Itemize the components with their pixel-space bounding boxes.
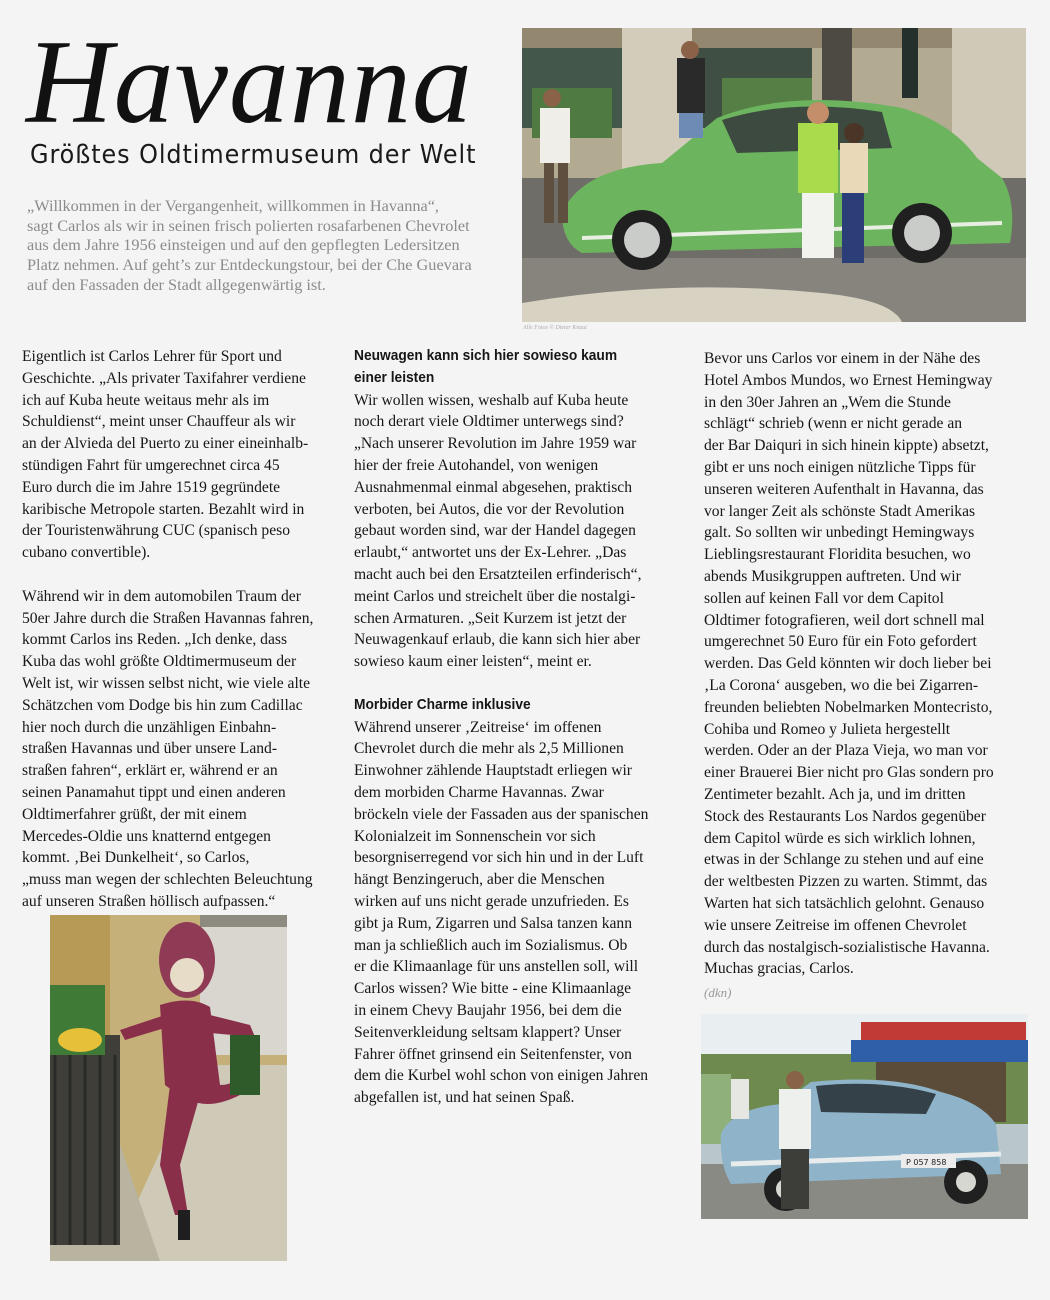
text-line: Seitenverkleidung seltsam klappert? Unser [354, 1023, 622, 1041]
text-line: gibt er uns noch einigen nützliche Tipps für [704, 458, 976, 476]
text-line: seinen Panamahut tippt und einen anderen [22, 783, 286, 801]
text-line: Eigentlich ist Carlos Lehrer für Sport und [22, 348, 282, 365]
text-line: straßen fahren“, erklärt er, während er an [22, 762, 278, 780]
text-line: Einwohner zählende Hauptstadt erliegen wir [354, 762, 632, 780]
text-line: Lieblingsrestaurant Floridita besuchen, wo [704, 546, 971, 564]
text-line: Warten hat sich tatsächlich gelohnt. Genauso [704, 894, 985, 912]
article-column-2 [354, 346, 672, 1109]
text-line: Cohiba und Romeo y Julieta hergestellt [704, 720, 951, 738]
text-line: Hotel Ambos Mundos, wo Ernest Hemingway [704, 371, 993, 389]
text-line: Während wir in dem automobilen Traum der [22, 587, 301, 605]
text-line: ich auf Kuba heute weitaus mehr als im [22, 391, 270, 409]
text-line: sowieso kaum einer leisten“, meint er. [354, 653, 592, 671]
article-column-3 [704, 348, 1022, 1004]
text-line: kommt Carlos ins Reden. „Ich denke, dass [22, 631, 288, 649]
text-line: Geschichte. „Als privater Taxifahrer verdiene [22, 369, 306, 387]
text-line: schen Armaturen. „Seit Kurzem ist jetzt der [354, 609, 627, 627]
lead-line: Platz nehmen. Auf geht’s zur Entdeckungstour, bei der Che Guevara [27, 255, 472, 275]
text-line: Euro durch die im Jahre 1519 gegründete [22, 478, 281, 496]
paragraph [354, 717, 672, 1109]
text-line: Oldtimer fotografieren, weil dort schnell mal [704, 611, 985, 629]
text-line: Während unserer ‚Zeitreise‘ im offenen [354, 718, 602, 736]
text-line: abgefallen ist, und hat seinen Spaß. [354, 1089, 575, 1107]
text-line: er die Klimaanlage für uns anstellen soll, will [354, 958, 639, 976]
text-line: straßen Havannas und über unsere Land- [22, 740, 278, 758]
text-line: in den 30er Jahren an „Wem die Stunde [704, 393, 951, 411]
text-line: ‚La Corona‘ ausgeben, wo die bei Zigarren- [704, 676, 979, 694]
text-line: man ja schließlich auch im Sozialismus. Ob [354, 936, 628, 954]
text-line: stündigen Fahrt für umgerechnet circa 45 [22, 456, 280, 474]
lead-line: auf den Fassaden der Stadt allgegenwärtig ist. [27, 274, 326, 294]
article-column-1 [22, 346, 340, 913]
text-line: hier der freie Autohandel, von wenigen [354, 456, 599, 474]
section-heading: Neuwagen kann sich hier sowieso kaum [354, 348, 618, 364]
text-line: verboten, bei Autos, die vor der Revolution [354, 500, 625, 518]
text-line: galt. So sollten wir unbedingt Hemingways [704, 524, 975, 542]
text-line: noch derart viele Oldtimer unterwegs sind? [354, 413, 624, 431]
text-line: abends Musikgruppen auftreten. Und wir [704, 567, 961, 585]
text-line: einer Brauerei Bier nicht pro Glas sondern pro [704, 764, 994, 782]
text-line: 50er Jahre durch die Straßen Havannas fahren, [22, 609, 314, 627]
text-line: der Touristenwährung CUC (spanisch peso [22, 522, 291, 540]
photo-credit: Alle Fotos © Dieter Knaut [523, 325, 587, 331]
green-vintage-car-photo [522, 28, 1026, 322]
paragraph [354, 390, 672, 673]
text-line: Zentimeter bezahlt. Ach ja, und im dritten [704, 785, 966, 803]
paragraph [22, 346, 340, 564]
text-line: werden. Oder an der Plaza Vieja, wo man vor [704, 742, 988, 760]
lead-line: aus dem Jahre 1956 einsteigen und auf den gepflegten Ledersitzen [27, 235, 460, 255]
text-line: Chevrolet durch die mehr als 2,5 Millionen [354, 740, 624, 758]
text-line: Kuba das wohl größte Oldtimermuseum der [22, 653, 297, 671]
text-line: der weltbesten Pizzen zu warten. Stimmt, das [704, 873, 988, 891]
text-line: dem morbiden Charme Havannas. Zwar [354, 783, 604, 801]
text-line: Kolonialzeit im Sonnenschein vor sich [354, 827, 596, 845]
text-line: umgerechnet 50 Euro für ein Foto gefordert [704, 633, 977, 651]
text-line: unseren weiteren Aufenthalt in Havanna, das [704, 480, 984, 498]
text-line: wirken auf uns nicht gerade unzufrieden. Es [354, 892, 629, 910]
text-line: Welt ist, wir wissen selbst nicht, wie viele alte [22, 674, 311, 692]
text-line: werden. Das Geld könnten wir doch lieber bei [704, 655, 992, 673]
text-line: Muchas gracias, Carlos. [704, 960, 854, 978]
text-line: Bevor uns Carlos vor einem in der Nähe des [704, 350, 981, 367]
section-heading: einer leisten [354, 369, 435, 386]
text-line: der Bar Daiquri in sich hinein kippte) absetzt, [704, 437, 989, 455]
section-heading: Morbider Charme inklusive [354, 696, 531, 713]
license-plate-text: P 057 858 [906, 1158, 947, 1167]
author-signoff: (dkn) [704, 985, 732, 1001]
text-line: hängt Benzingeruch, aber die Menschen [354, 871, 605, 889]
text-line: sollen auf keinen Fall vor dem Capitol [704, 589, 944, 607]
lead-line: sagt Carlos als wir in seinen frisch polierten rosafarbenen Chevrolet [27, 215, 470, 235]
text-line: Wir wollen wissen, weshalb auf Kuba heute [354, 391, 629, 409]
text-line: an der Alvieda del Puerto zu einer eineinhalb- [22, 435, 309, 453]
text-line: meint Carlos und streichelt über die nostalgi- [354, 587, 636, 605]
text-line: freunden beliebten Nobelmarken Montecristo, [704, 698, 993, 716]
text-line: auf unseren Straßen höllisch aufpassen.“ [22, 892, 276, 910]
text-line: Mercedes-Oldie uns knatternd entgegen [22, 827, 271, 845]
blue-vintage-car-photo [701, 1014, 1028, 1219]
article-title: Havanna [26, 15, 473, 148]
text-line: bröckeln viele der Fassaden aus der spanischen [354, 805, 649, 823]
text-line: karibische Metropole starten. Bezahlt wird in [22, 500, 305, 518]
text-line: in einem Chevy Baujahr 1956, bei dem die [354, 1001, 622, 1019]
text-line: gebaut worden sind, war der Handel dagegen [354, 522, 636, 540]
green-car-image [522, 28, 1026, 322]
lead-paragraph [27, 196, 517, 295]
text-line: durch das nostalgisch-sozialistische Havanna. [704, 938, 990, 956]
text-line: schlägt“ schrieb (wenn er nicht gerade an [704, 415, 963, 433]
text-line: gibt ja Rum, Zigarren und Salsa tanzen kann [354, 914, 633, 932]
text-line: cubano convertible). [22, 544, 151, 562]
text-line: Neuwagenkauf erlaub, die kann sich hier aber [354, 631, 641, 649]
article-subtitle: Größtes Oldtimermuseum der Welt [30, 140, 477, 170]
text-line: wie unsere Zeitreise im offenen Chevrolet [704, 916, 967, 934]
text-line: Carlos wissen? Wie bitte - eine Klimaanlage [354, 980, 632, 998]
text-line: Oldtimerfahrer grüßt, der mit einem [22, 805, 247, 823]
text-line: dem Capitol würde es sich wirklich lohnen, [704, 829, 976, 847]
blue-car-image [701, 1014, 1028, 1219]
text-line: Ausnahmenmal einmal abgesehen, praktisch [354, 478, 632, 496]
text-line: hier noch durch die unzähligen Einbahn- [22, 718, 277, 736]
text-line: Stock des Restaurants Los Nardos gegenüber [704, 807, 986, 825]
text-line: „muss man wegen der schlechten Beleuchtung [22, 871, 313, 889]
text-line: dem die Kurbel wohl schon von einigen Jahren [354, 1067, 649, 1085]
text-line: kommt. ‚Bei Dunkelheit‘, so Carlos, [22, 849, 250, 867]
text-line: Schuldienst“, meint unser Chauffeur als wir [22, 413, 296, 431]
text-line: macht auch bei den Ersatzteilen erfinderisch“, [354, 565, 642, 583]
text-line: Schätzchen vom Dodge bis hin zum Cadillac [22, 696, 303, 714]
paragraph [704, 348, 1022, 980]
text-line: vor langer Zeit als schönste Stadt Amerikas [704, 502, 976, 520]
text-line: „Nach unserer Revolution im Jahre 1959 war [354, 435, 637, 453]
text-line: etwas in der Schlange zu stehen und auf eine [704, 851, 984, 869]
text-line: erlaubt,“ antwortet uns der Ex-Lehrer. „Das [354, 544, 627, 562]
text-line: Fahrer öffnet grinsend ein Seitenfenster, von [354, 1045, 632, 1063]
dancer-image [50, 915, 287, 1261]
street-dancer-photo [50, 915, 287, 1261]
text-line: besorgniserregend vor sich hin und in der Luft [354, 849, 644, 867]
lead-line: „Willkommen in der Vergangenheit, willkommen in Havanna“, [27, 196, 439, 215]
paragraph [22, 586, 340, 913]
